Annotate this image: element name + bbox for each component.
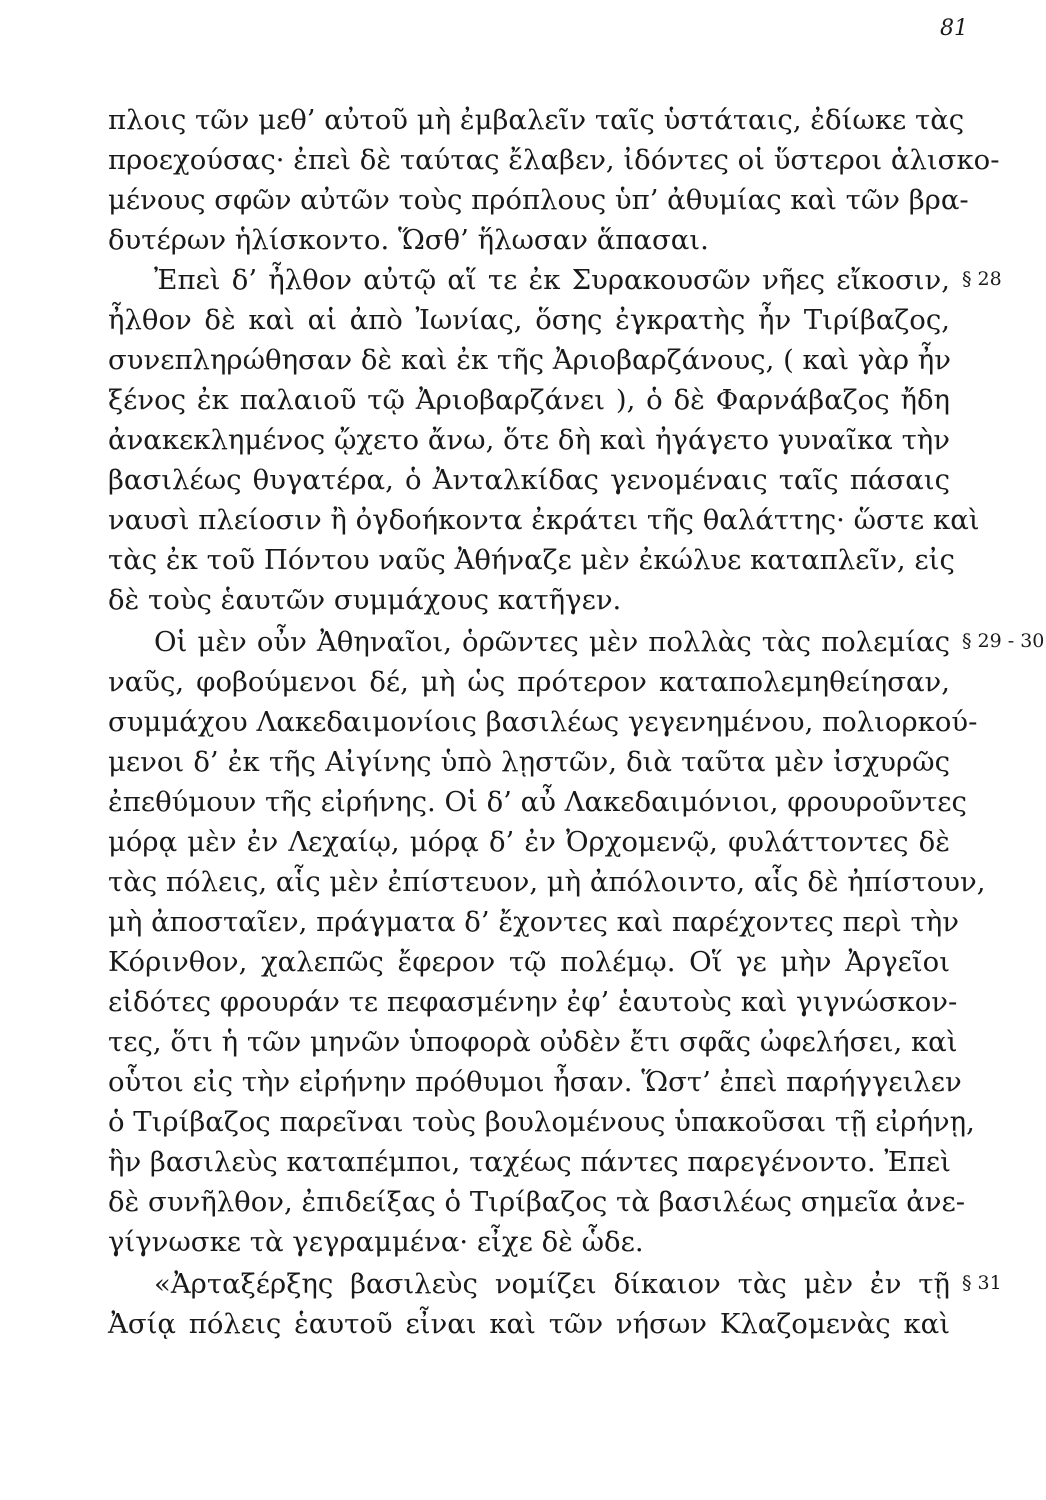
text-line: Οἱ μὲν οὖν Ἀθηναῖοι, ὁρῶντες μὲν πολλὰς τὰς πολεμίας [154,626,950,658]
text-line: Ἐπεὶ δ’ ἦλθον αὐτῷ αἵ τε ἐκ Συρακουσῶν νῆες εἴκοσιν, [154,264,950,296]
text-line: «Ἀρταξέρξης βασιλεὺς νομίζει δίκαιον τὰς μὲν ἐν τῇ [154,1268,950,1300]
text-line: τὰς ἐκ τοῦ Πόντου ναῦς Ἀθήναζε μὲν ἐκώλυε καταπλεῖν, εἰς [108,544,955,576]
text-line: δὲ τοὺς ἑαυτῶν συμμάχους κατῆγεν. [108,584,622,616]
text-line: συνεπληρώθησαν δὲ καὶ ἐκ τῆς Ἀριοβαρζάνους, ( καὶ γὰρ ἦν [108,344,951,376]
text-line: Ἀσίᾳ πόλεις ἑαυτοῦ εἶναι καὶ τῶν νήσων Κλαζομενὰς καὶ [108,1308,950,1340]
text-line: βασιλέως θυγατέρα, ὁ Ἀνταλκίδας γενομέναις ταῖς πάσαις [108,464,950,496]
text-line: Κόρινθον, χαλεπῶς ἔφερον τῷ πολέμῳ. Οἵ γε μὴν Ἀργεῖοι [108,946,950,978]
section-marker: § 31 [962,1272,1002,1294]
text-line: τὰς πόλεις, αἷς μὲν ἐπίστευον, μὴ ἀπόλοιντο, αἷς δὲ ἠπίστουν, [108,866,986,898]
text-line: προεχούσας· ἐπεὶ δὲ ταύτας ἔλαβεν, ἰδόντες οἱ ὕστεροι ἁλισκο- [108,144,1000,176]
page-number: 81 [940,16,968,41]
text-line: μὴ ἀποσταῖεν, πράγματα δ’ ἔχοντες καὶ παρέχοντες περὶ τὴν [108,906,959,938]
text-line: συμμάχου Λακεδαιμονίοις βασιλέως γεγενημένου, πολιορκού- [108,706,978,738]
text-line: ναυσὶ πλείοσιν ἢ ὀγδοήκοντα ἐκράτει τῆς θαλάττης· ὥστε καὶ [108,504,980,536]
text-line: οὗτοι εἰς τὴν εἰρήνην πρόθυμοι ἦσαν. Ὥστ’ ἐπεὶ παρήγγειλεν [108,1066,962,1098]
text-line: ἣν βασιλεὺς καταπέμποι, ταχέως πάντες παρεγένοντο. Ἐπεὶ [108,1146,951,1178]
text-line: ἦλθον δὲ καὶ αἱ ἀπὸ Ἰωνίας, ὅσης ἐγκρατὴς ἦν Τιρίβαζος, [108,304,950,336]
text-line: ὁ Τιρίβαζος παρεῖναι τοὺς βουλομένους ὑπακοῦσαι τῇ εἰρήνῃ, [108,1106,975,1138]
text-line: μενοι δ’ ἐκ τῆς Αἰγίνης ὑπὸ λῃστῶν, διὰ ταῦτα μὲν ἰσχυρῶς [108,746,950,778]
text-line: ξένος ἐκ παλαιοῦ τῷ Ἀριοβαρζάνει ), ὁ δὲ Φαρνάβαζος ἤδη [108,384,950,416]
text-line: δὲ συνῆλθον, ἐπιδείξας ὁ Τιρίβαζος τὰ βασιλέως σημεῖα ἀνε- [108,1186,966,1218]
text-line: εἰδότες φρουράν τε πεφασμένην ἐφ’ ἑαυτοὺς καὶ γιγνώσκον- [108,986,958,1018]
text-line: ἐπεθύμουν τῆς εἰρήνης. Οἱ δ’ αὖ Λακεδαιμόνιοι, φρουροῦντες [108,786,967,818]
text-line: πλοις τῶν μεθ’ αὐτοῦ μὴ ἐμβαλεῖν ταῖς ὑστάταις, ἐδίωκε τὰς [108,104,965,136]
text-line: τες, ὅτι ἡ τῶν μηνῶν ὑποφορὰ οὐδὲν ἔτι σφᾶς ὠφελήσει, καὶ [108,1026,958,1058]
section-marker: § 29 - 30 [962,630,1045,652]
text-line: ναῦς, φοβούμενοι δέ, μὴ ὡς πρότερον καταπολεμηθείησαν, [108,666,950,698]
text-line: μένους σφῶν αὐτῶν τοὺς πρόπλους ὑπ’ ἀθυμίας καὶ τῶν βρα- [108,184,969,216]
text-line: ἀνακεκλημένος ᾤχετο ἄνω, ὅτε δὴ καὶ ἠγάγετο γυναῖκα τὴν [108,424,950,456]
text-line: γίγνωσκε τὰ γεγραμμένα· εἶχε δὲ ὧδε. [108,1226,644,1258]
text-line: δυτέρων ἡλίσκοντο. Ὥσθ’ ἥλωσαν ἅπασαι. [108,224,709,256]
section-marker: § 28 [962,268,1002,290]
text-line: μόρᾳ μὲν ἐν Λεχαίῳ, μόρᾳ δ’ ἐν Ὀρχομενῷ, φυλάττοντες δὲ [108,826,950,858]
